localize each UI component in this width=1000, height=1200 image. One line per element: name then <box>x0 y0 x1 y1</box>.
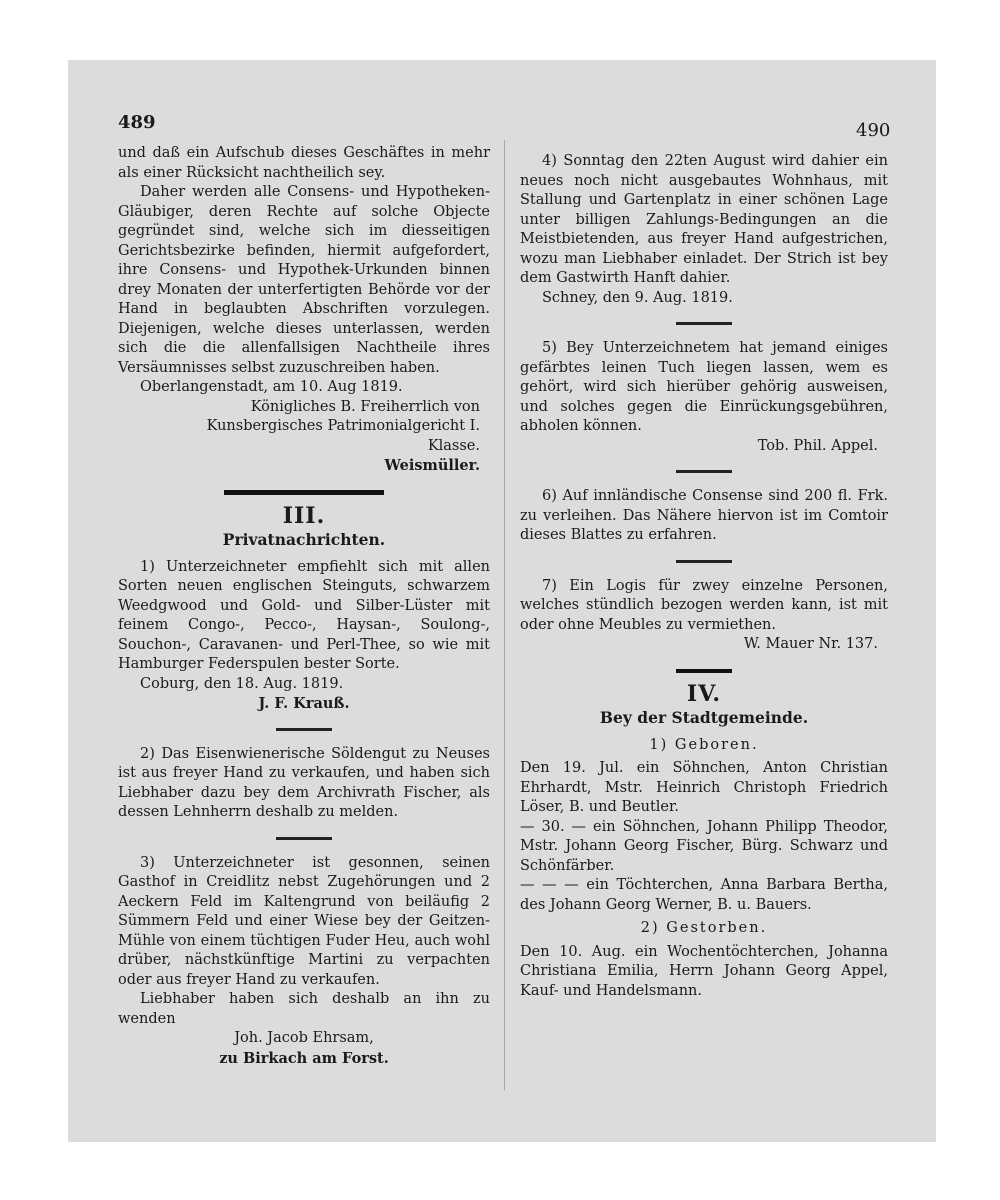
births-heading: 1) Geboren. <box>649 736 759 753</box>
birth-entry: — — — ein Töchterchen, Anna Barbara Bertha, des Johann Georg Werner, B. u. Bauers. <box>520 877 888 913</box>
notice-1-signature: J. F. Krauß. <box>258 695 350 712</box>
separator <box>676 560 732 563</box>
deaths-heading: 2) Gestorben. <box>640 920 768 936</box>
section-title-private-news: Privatnachrichten. <box>222 530 386 549</box>
left-column <box>118 144 490 1068</box>
notice-5-signature: Tob. Phil. Appel. <box>757 437 878 454</box>
separator <box>276 728 332 731</box>
separator <box>676 470 732 473</box>
right-column <box>520 152 888 1001</box>
death-entry: Den 10. Aug. ein Wochentöchterchen, Johanna Christiana Emilia, Herrn Johann Georg Appel, Kauf- und Handelsmann. <box>520 943 888 999</box>
notice-1: 1) Unterzeichneter empfiehlt sich mit allen Sorten neuen englischen Steinguts, schwarzem Weedgwood und Gold- und Silber-Lüster mit feinem Congo-, Pecco-, Haysan-, Soulong-, Souchon-, Caravanen- und Perl-Thee, so wie mit Hamburger Federspulen bester Sorte. <box>118 558 490 672</box>
notice-7-signature: W. Mauer Nr. 137. <box>743 636 878 652</box>
paragraph: Daher werden alle Consens- und Hypotheken-Gläubiger, deren Rechte auf solche Objecte gegründet sind, welche sich im diesseitigen Gerichtsbezirke befinden, hiermit aufgefordert, ihre Consens- und Hypothek-Urkunden binnen drey Monaten der unterfertigten Behörde vor der Hand in beglaubten Abschriften vorzulegen. Diejenigen, welche dieses unterlassen, werden sich die die allenfallsigen Nachtheile ihres Versäumnisses selbst zuzuschreiben haben. <box>118 184 490 376</box>
date-line: Oberlangenstadt, am 10. Aug 1819. <box>140 379 403 395</box>
page-number-right: 490 <box>856 120 891 141</box>
birth-entry: Den 19. Jul. ein Söhnchen, Anton Christian Ehrhardt, Mstr. Heinrich Christoph Friedrich Löser, B. und Beutler. <box>520 760 888 815</box>
section-rule <box>676 669 732 673</box>
notice-6: 6) Auf innländische Consense sind 200 fl. Frk. zu verleihen. Das Nähere hiervon ist im Comtoir dieses Blattes zu erfahren. <box>520 488 888 543</box>
notice-7: 7) Ein Logis für zwey einzelne Personen, welches stündlich bezogen werden kann, ist mit oder ohne Meubles zu vermiethen. <box>520 577 888 633</box>
section-title-city: Bey der Stadtgemeinde. <box>599 708 809 727</box>
notice-2: 2) Das Eisenwienerische Söldengut zu Neuses ist aus freyer Hand zu verkaufen, und haben sich Liebhaber dazu bey dem Archivrath Fischer, als dessen Lehnherrn deshalb zu melden. <box>118 745 490 820</box>
page-number-left: 489 <box>118 112 156 133</box>
notice-4-date: Schney, den 9. Aug. 1819. <box>542 289 733 306</box>
notice-3-signature: Joh. Jacob Ehrsam, <box>234 1030 374 1046</box>
separator <box>276 837 332 840</box>
separator <box>676 322 732 325</box>
signature-name: Weismüller. <box>384 457 480 474</box>
paragraph: und daß ein Aufschub dieses Geschäftes in mehr als einer Rücksicht nachtheilich sey. <box>118 145 490 181</box>
section-number-iv: IV. <box>686 680 722 707</box>
section-number-iii: III. <box>282 502 326 529</box>
birth-entry: — 30. — ein Söhnchen, Johann Philipp Theodor, Mstr. Johann Georg Fischer, Bürg. Schwarz und Schönfärber. <box>520 818 888 874</box>
section-rule <box>224 490 384 495</box>
notice-4: 4) Sonntag den 22ten August wird dahier ein neues noch nicht ausgebautes Wohnhaus, mit Stallung und Gartenplatz in einer schönen Lage unter billigen Zahlungs-Bedingungen an die Meistbietenden, aus freyer Hand aufgestrichen, wozu man Liebhaber einladet. Der Strich ist bey dem Gastwirth Hanft dahier. <box>520 153 888 286</box>
notice-3-place: zu Birkach am Forst. <box>219 1049 389 1067</box>
notice-3: 3) Unterzeichneter ist gesonnen, seinen Gasthof in Creidlitz nebst Zugehörungen und 2 Aeckern Feld im Kaltengrund von beiläufig 2 Sümmern Feld und einer Wiese bey der Geitzen-Mühle von einem tüchtigen Fuder Heu, auch wohl drüber, nächstkünftige Martini zu verpachten oder aus freyer Hand zu verkaufen. <box>118 854 490 988</box>
column-divider <box>504 140 505 1090</box>
notice-1-date: Coburg, den 18. Aug. 1819. <box>140 675 344 692</box>
notice-3-contact: Liebhaber haben sich deshalb an ihn zu wenden <box>118 991 490 1027</box>
court-signature: Königliches B. Freiherrlich von Kunsbergisches Patrimonialgericht I. Klasse. <box>206 398 480 454</box>
scanned-page <box>68 60 936 1142</box>
notice-5: 5) Bey Unterzeichnetem hat jemand einiges gefärbtes leinen Tuch liegen lassen, wem es gehört, wird sich hierüber gehörig ausweisen, und solches gegen die Einrückungsgebühren, abholen können. <box>520 340 888 434</box>
